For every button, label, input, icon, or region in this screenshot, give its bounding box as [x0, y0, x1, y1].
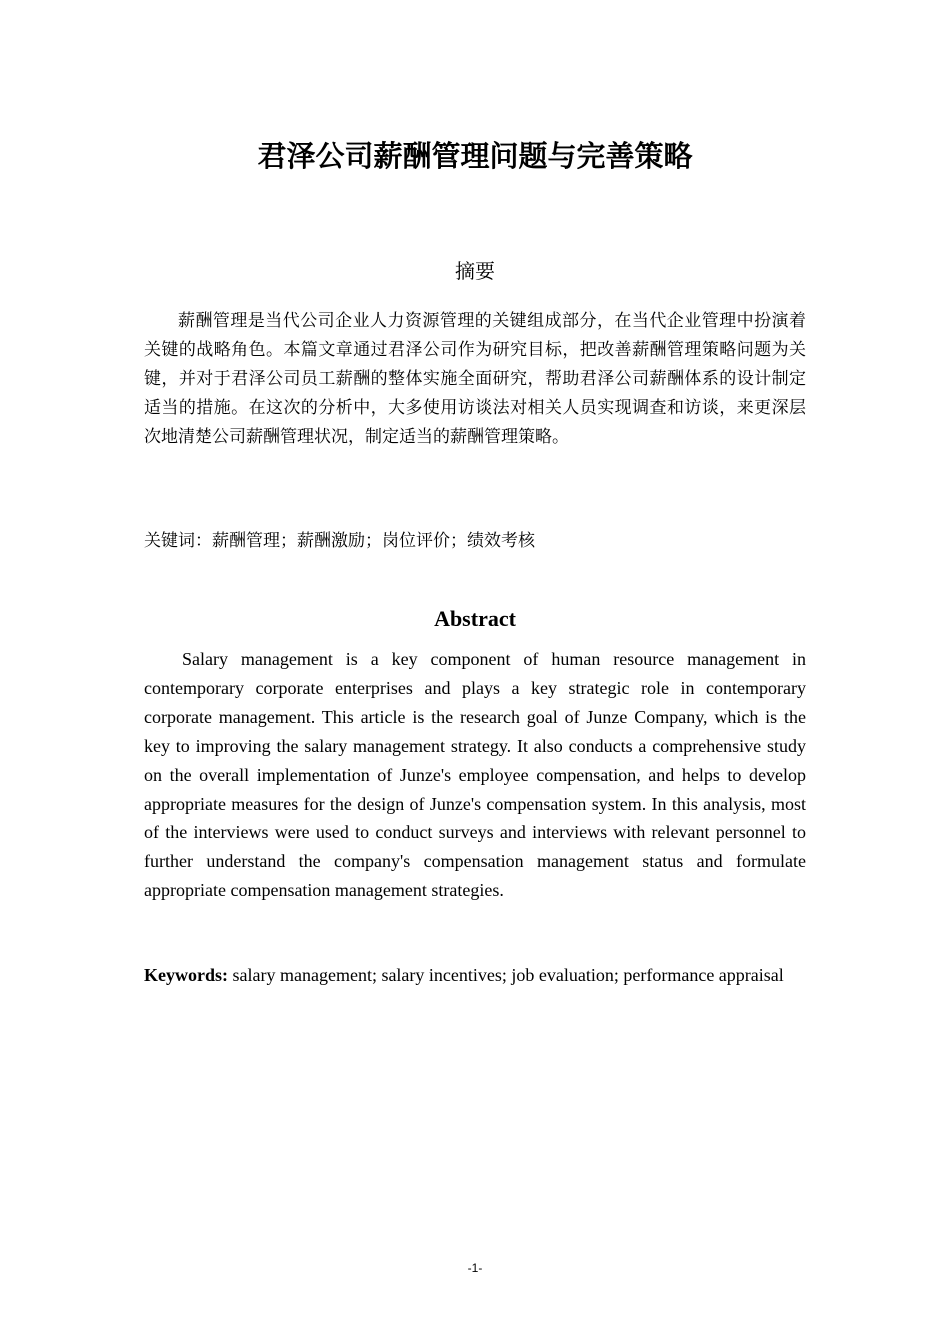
keywords-cn: [144, 527, 806, 556]
abstract-en-heading: Abstract: [434, 606, 516, 631]
document-title: 君泽公司薪酬管理问题与完善策略: [257, 139, 693, 173]
abstract-cn-heading: 摘要: [455, 259, 495, 283]
keywords-en: [144, 961, 806, 990]
abstract-en-body: Salary management is a key component of human resource management in contemporary corporate enterprises and plays a key strategic role in contemporary corporate management. This article is the research goal of Junze Company, which is the key to improving the salary management strategy. It also conducts a comprehensive study on the overall implementation of Junze's employee compensation, and helps to develop appropriate measures for the design of Junze's compensation system. In this analysis, most of the interviews were used to conduct surveys and interviews with relevant personnel to further understand the company's compensation management status and formulate appropriate compensation management strategies.: [144, 649, 806, 901]
abstract-cn-body: 薪酬管理是当代公司企业人力资源管理的关键组成部分，在当代企业管理中扮演着关键的战略角色。本篇文章通过君泽公司作为研究目标，把改善薪酬管理策略问题为关键，并对于君泽公司员工薪酬的整体实施全面研究，帮助君泽公司薪酬体系的设计制定适当的措施。在这次的分析中，大多使用访谈法对相关人员实现调查和访谈，来更深层次地清楚公司薪酬管理状况，制定适当的薪酬管理策略。: [144, 311, 806, 447]
keywords-cn-text: 薪酬管理；薪酬激励；岗位评价；绩效考核: [212, 531, 535, 551]
page-number: -1-: [467, 1261, 483, 1275]
keywords-en-text: salary management; salary incentives; job evaluation; performance appraisal: [228, 965, 784, 985]
keywords-en-label: Keywords:: [144, 965, 228, 985]
keywords-cn-label: 关键词：: [144, 531, 212, 551]
